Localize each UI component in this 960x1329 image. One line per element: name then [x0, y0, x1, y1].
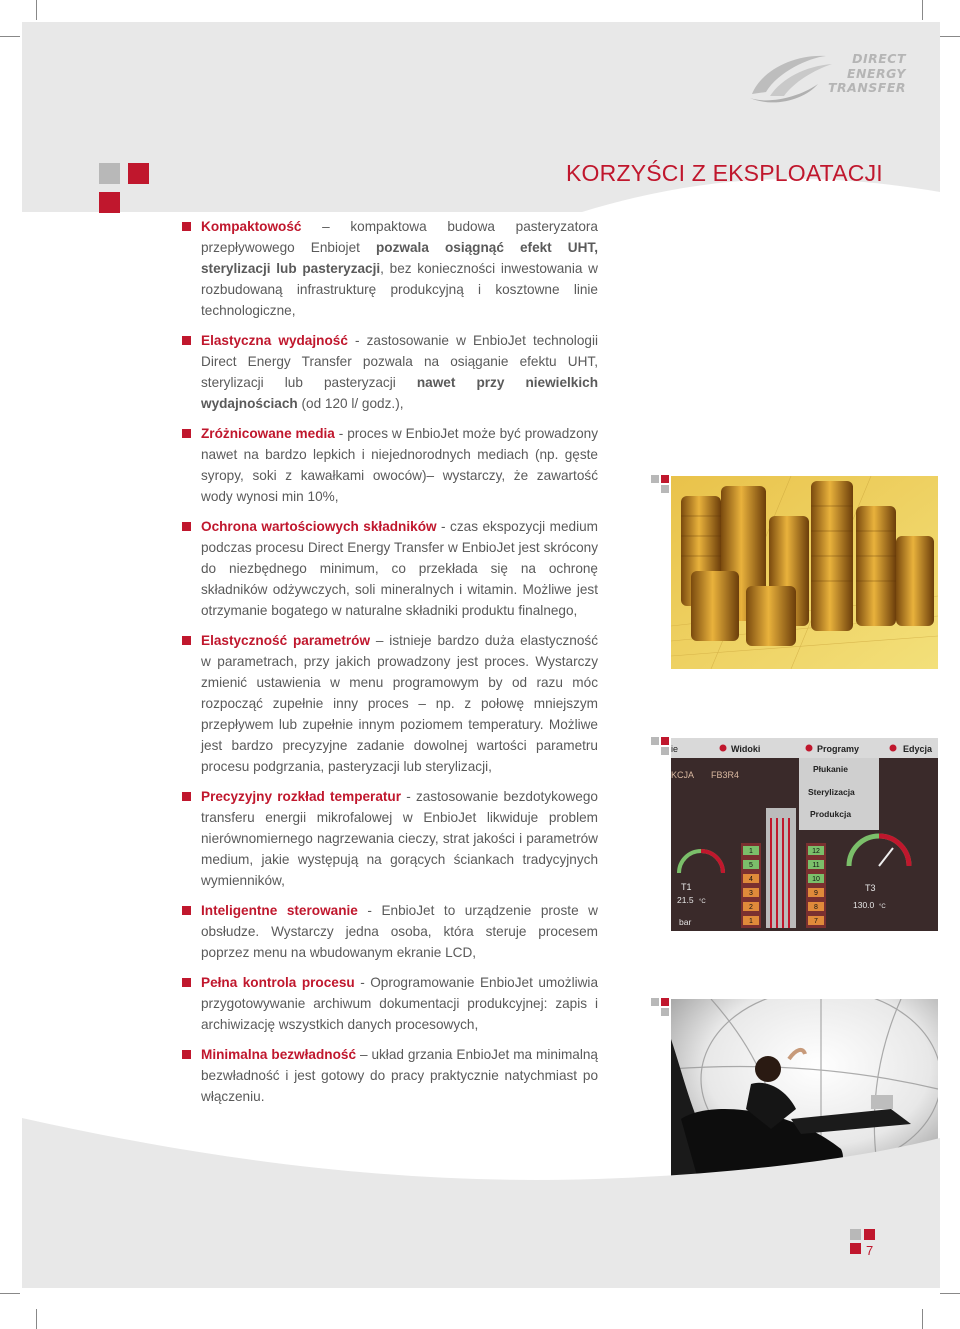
screen-cell: 11: [812, 862, 820, 869]
benefit-item: [182, 630, 598, 777]
benefit-emphasis: nawet przy niewielkich wydajnościach: [201, 375, 599, 411]
gauge-unit: °C: [879, 904, 886, 910]
gauge-label: T3: [865, 883, 876, 893]
screen-cell: 9: [814, 890, 818, 897]
benefit-heading: Zróżnicowane media: [201, 426, 335, 441]
deco-square-grey: [99, 163, 120, 184]
crop-mark: [36, 1309, 37, 1329]
benefit-text: - zastosowanie w EnbioJet technologii Direct Energy Transfer pozwala na osiąganie efektu UHT, sterylizacji lub pasteryzacji: [201, 333, 598, 390]
benefit-heading: Kompaktowość: [201, 219, 302, 234]
deco-square-grey: [661, 1008, 669, 1016]
screen-code: KCJA: [671, 770, 695, 780]
deco-square-grey: [661, 747, 669, 755]
logo-line: DIRECT: [852, 51, 906, 66]
footer-banner: [22, 1118, 960, 1308]
bullet-icon: [182, 336, 191, 345]
benefit-item: [182, 900, 598, 963]
gauge-value: 21.5: [677, 895, 694, 905]
crop-mark: [0, 1293, 20, 1294]
bullet-icon: [182, 522, 191, 531]
screen-menu-item: Produkcja: [810, 809, 852, 819]
deco-square-grey: [661, 485, 669, 493]
screen-tab: Programy: [817, 744, 860, 754]
deco-square-grey: [651, 998, 659, 1006]
bullet-icon: [182, 792, 191, 801]
benefit-text: - EnbioJet to urządzenie proste w obsłudze. Wystarczy jedna osoba, która steruje procesem poprzez menu na wbudowanym ekranie LCD,: [201, 903, 598, 960]
logo-line: ENERGY: [847, 65, 906, 81]
benefit-text: – układ grzania EnbioJet ma minimalną bezwładność i jest gotowy do pracy praktycznie natychmiast po włączeniu.: [201, 1047, 598, 1104]
screen-menu-item: Płukanie: [813, 764, 848, 774]
screen-cell: 12: [812, 848, 820, 855]
gauge-value: 130.0: [853, 900, 875, 910]
screen-cell: 1: [749, 848, 753, 855]
screen-cell: 4: [749, 876, 753, 883]
deco-square-red: [661, 737, 669, 745]
benefit-heading: Elastyczność parametrów: [201, 633, 371, 648]
screen-cell: 8: [814, 904, 818, 911]
deco-square-grey: [850, 1229, 861, 1240]
benefit-item: [182, 330, 598, 414]
bullet-icon: [182, 222, 191, 231]
bullet-icon: [182, 429, 191, 438]
deco-square-red: [661, 475, 669, 483]
crop-mark: [36, 0, 37, 20]
page-title: KORZYŚCI Z EKSPLOATACJI: [566, 160, 883, 186]
deco-square-grey: [651, 475, 659, 483]
screen-code: FB3R4: [711, 770, 740, 780]
benefit-text: - proces w EnbioJet może być prowadzony nawet na bardzo lepkich i niejednorodnych mediach (np. gęste syropy, soki z kawałkami owoców)– wystarczy, że zawartość wody wynosi min 10%,: [201, 426, 598, 504]
bullet-icon: [182, 978, 191, 987]
benefit-text: , bez konieczności inwestowania w rozbudowaną infrastrukturę produkcyjną i kosztowne linie technologiczne,: [201, 261, 598, 318]
screen-cell: 3: [749, 890, 753, 897]
bullet-icon: [182, 906, 191, 915]
benefit-text: - czas ekspozycji medium podczas procesu Direct Energy Transfer w EnbioJet jest skrócony do niezbędnego minimum, co przekłada się na ochronę składników odżywczych, soli mineralnych i witamin. Możliwe jest otrzymanie bogatego w naturalne składniki produktu finalnego,: [201, 519, 598, 618]
benefit-heading: Inteligentne sterowanie: [201, 903, 358, 918]
page-number: 7: [866, 1243, 874, 1258]
screen-cell: 10: [812, 876, 820, 883]
crop-mark: [922, 0, 923, 20]
benefit-emphasis: pozwala osiągnąć efekt UHT, sterylizacji lub pasteryzacji: [201, 240, 599, 276]
screen-cell: 7: [814, 918, 818, 925]
crop-mark: [0, 36, 20, 37]
control-screen-photo: [671, 738, 938, 931]
logo-wordmark: [828, 52, 906, 96]
benefit-item: [182, 423, 598, 507]
deco-square-red: [850, 1243, 861, 1254]
screen-cell: 2: [749, 904, 753, 911]
bullet-icon: [182, 636, 191, 645]
screen-tab: ie: [671, 744, 679, 754]
screen-cell: 1: [749, 918, 753, 925]
gauge-unit: °C: [699, 899, 706, 905]
benefit-item: [182, 516, 598, 621]
coins-photo: [671, 476, 938, 669]
deco-square-red: [864, 1229, 875, 1240]
deco-square-red: [128, 163, 149, 184]
benefit-text: - Oprogramowanie EnbioJet umożliwia przygotowywanie archiwum dokumentacji produkcyjnej: zapis i archiwizację wszystkich danych procesowych,: [201, 975, 599, 1032]
benefit-heading: Ochrona wartościowych składników: [201, 519, 437, 534]
screen-tab: Widoki: [731, 744, 761, 754]
benefit-item: [182, 786, 598, 891]
benefit-heading: Precyzyjny rozkład temperatur: [201, 789, 402, 804]
screen-cell: 5: [749, 862, 753, 869]
deco-square-red: [661, 998, 669, 1006]
logo-line: TRANSFER: [828, 80, 906, 95]
deco-square-red: [99, 192, 120, 213]
screen-menu-item: Sterylizacja: [808, 787, 855, 797]
benefit-text: (od 120 l/ godz.),: [297, 396, 404, 411]
crop-mark: [922, 1309, 923, 1329]
bar-label: bar: [679, 917, 692, 927]
benefit-text: – istnieje bardzo duża elastyczność w parametrach, przy jakich prowadzony jest proces. Wystarczy zmienić ustawienia w menu programowym by od razu móc rozpocząć zupełnie inny proces – np. z połowę mniejszym przepływem lub zupełnie innym poziomem temperatury. Możliwe jest bardzo precyzyjne zadanie dowolnej wartości parametru procesu podgrzania, pasteryzacji lub sterylizacji,: [201, 633, 599, 774]
benefit-item: [182, 972, 598, 1035]
screen-tab: Edycja: [903, 744, 933, 754]
benefit-heading: Minimalna bezwładność: [201, 1047, 357, 1062]
bullet-icon: [182, 1050, 191, 1059]
benefit-heading: Elastyczna wydajność: [201, 333, 348, 348]
benefit-item: [182, 1044, 598, 1107]
benefit-item: [182, 216, 598, 321]
benefit-text: - zastosowanie bezdotykowego transferu energii mikrofalowej w EnbioJet likwiduje problem nierównomiernego nagrzewania cieczy, strat jakości i parametrów medium, jakie występują na gorących ściankach tradycyjnych wymienników,: [201, 789, 598, 888]
benefit-heading: Pełna kontrola procesu: [201, 975, 355, 990]
benefits-list: [182, 216, 598, 1116]
benefit-text: – kompaktowa budowa pasteryzatora przepływowego Enbiojet: [201, 219, 598, 255]
gauge-label: T1: [681, 882, 692, 892]
deco-square-grey: [651, 737, 659, 745]
